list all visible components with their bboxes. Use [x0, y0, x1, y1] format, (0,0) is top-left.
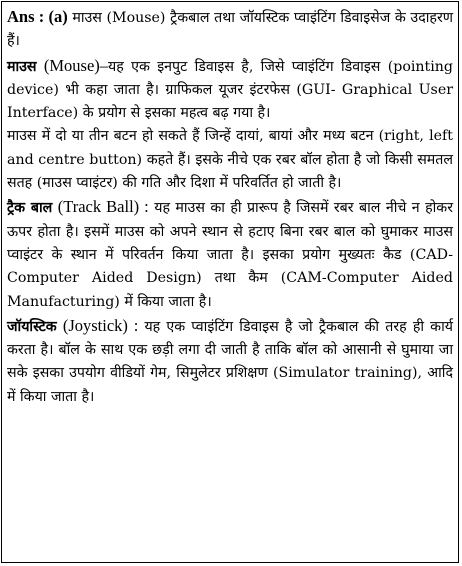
- answer-box: [1, 1, 459, 563]
- trackball-term: ट्रैक बाल: [7, 200, 53, 217]
- mouse-term-english: (Mouse)–: [43, 55, 109, 75]
- answer-label: Ans : (a): [7, 7, 68, 26]
- mouse-paragraph: [7, 54, 453, 126]
- mouse-term: माउस: [7, 58, 37, 75]
- intro-text: माउस (Mouse) ट्रैकबाल तथा जॉयस्टिक प्वाइंटिंग डिवाइसेज के उदाहरण हैं।: [7, 10, 454, 50]
- trackball-paragraph: [7, 195, 453, 313]
- mouse-definition: यह एक इनपुट डिवाइस है, जिसे प्वाइंटिंग डिवाइस (pointing device) भी कहा जाता है। ग्राफिकल यूजर इंटरफेस (GUI- Graphical User Interface) के प्रयोग से इसका महत्व बढ़ गया है।: [7, 58, 453, 122]
- joystick-term-english: (Joystick) :: [62, 315, 139, 335]
- joystick-term: जॉयस्टिक: [7, 318, 57, 335]
- trackball-definition: यह माउस का ही प्रारूप है जिसमें रबर बाल नीचे न होकर ऊपर होता है। इसमें माउस को अपने स्थान से हटाए बिना रबर बाल को घुमाकर माउस प्वाइंटर के स्थान में परिवर्तन किया जाता है। इसका प्रयोग मुख्यतः कैड (CAD- Computer Aided Design) तथा कैम (CAM-Computer Aided Manufacturing) में किया जाता है।: [7, 200, 454, 310]
- mouse-buttons-paragraph: माउस में दो या तीन बटन हो सकते हैं जिन्हें दायां, बायां और मध्य बटन (right, left and centre button) कहते हैं। इसके नीचे एक रबर बॉल होता है जो किसी समतल सतह (माउस प्वाइंटर) की गति और दिशा में परिवर्तित हो जाती है।: [7, 128, 453, 192]
- joystick-paragraph: [7, 314, 453, 409]
- joystick-definition: यह एक प्वाइंटिंग डिवाइस है जो ट्रैकबाल की तरह ही कार्य करता है। बॉल के साथ एक छड़ी लगा दी जाती है ताकि बॉल को आसानी से घुमाया जा सके इसका उपयोग वीडियों गेम, सिमुलेटर प्रशिक्षण (Simulator training), आदि में किया जाता है।: [7, 318, 453, 405]
- trackball-term-english: (Track Ball) :: [57, 197, 149, 217]
- intro-paragraph: [7, 5, 453, 54]
